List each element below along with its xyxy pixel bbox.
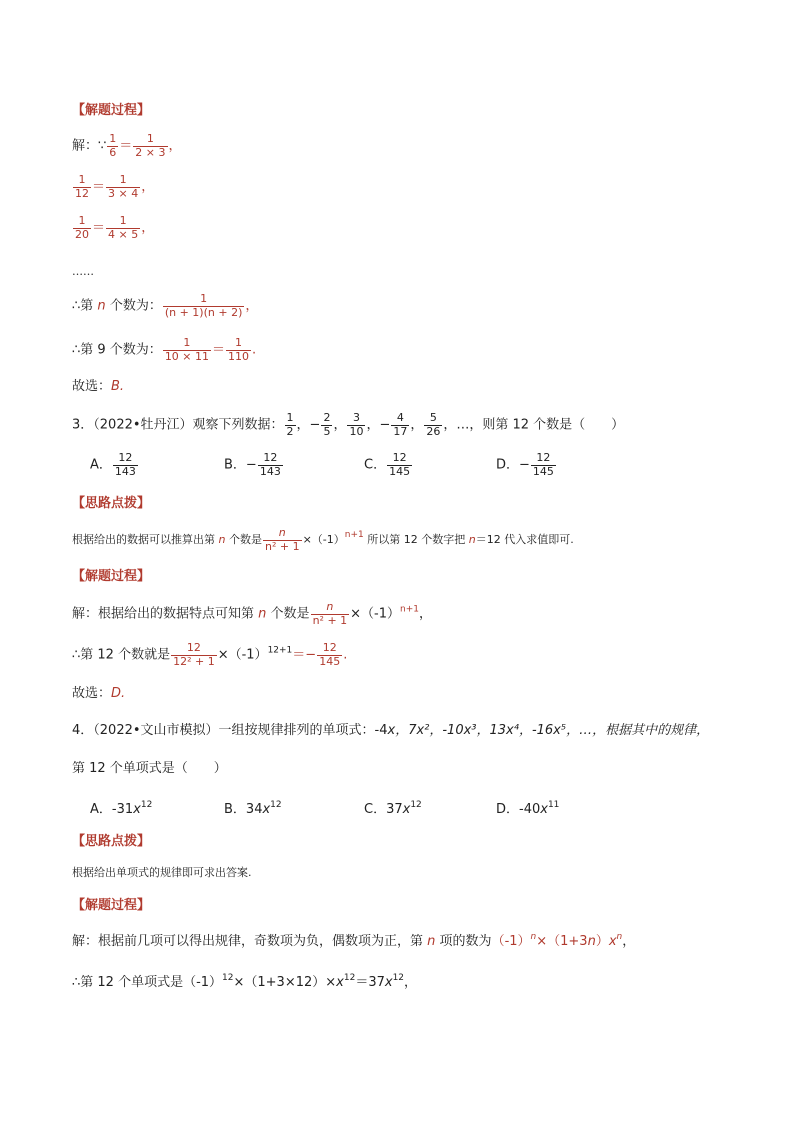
fraction: $\frac{n}{\text{n² + 1}}$ [312,600,348,627]
solution-line-1: 解：∵ $\frac{1}{6}$ ＝ $\frac{1}{2 \times 3}$ ， [72,132,182,159]
fraction: $\frac{1}{3 \times 4}$ [108,173,139,200]
solution-line-3: $\frac{1}{20}$ ＝ $\frac{1}{4 \times 5}$ ， [75,214,155,241]
hint-3-text: 根据给出的数据可以推算出第 n 个数是 $\frac{n}{\text{n² + 1}}$ $\times(-1)^{n+1}$ 所以第 12 个数字把 n＝12 代入求值即可. [72,526,574,553]
fraction: $\frac{1}{4 \times 5}$ [108,214,139,241]
question-4-stem-2: 第 12 个单项式是（ ） [72,761,227,776]
option-b[interactable]: B．− $\frac{12}{143}$ [224,451,281,478]
option-d[interactable]: D．$-40x^{11}$ [496,800,560,817]
option-a[interactable]: A．$-31x^{12}$ [90,800,153,817]
fraction: $\frac{1}{20}$ [75,214,89,241]
fraction: $\frac{12}{\text{12² + 1}}$ [173,641,215,668]
section-header-solution: 【解题过程】 [72,103,151,118]
fraction: $\frac{3}{10}$ [349,411,364,438]
solution-3-line-2: ∴第 12 个数就是 $\frac{12}{\text{12² + 1}}$ $\times(-1)^{12+1}=-$ $\frac{12}{145}$ . [72,641,348,668]
fraction: $\frac{12}{145}$ [532,451,554,478]
fraction: $\frac{1}{(n + 1)(n + 2)}$ [164,292,243,319]
fraction: $\frac{12}{145}$ [389,451,411,478]
fraction: $\frac{12}{143}$ [114,451,136,478]
solution-nth-line: ∴第 n 个数为： $\frac{1}{(n + 1)(n + 2)}$ ， [72,292,259,319]
option-a[interactable]: A． $\frac{12}{143}$ [90,451,136,478]
fraction: $\frac{1}{12}$ [75,173,89,200]
solution-ninth-line: ∴第 9 个数为： $\frac{1}{10 \times 11}$ ＝ $\frac{1}{110}$ . [72,336,257,363]
option-d[interactable]: D．− $\frac{12}{145}$ [496,451,554,478]
hint-4-text: 根据给出单项式的规律即可求出答案. [72,866,252,879]
fraction: $\frac{4}{17}$ [393,411,408,438]
answer-choice: B. [111,379,125,394]
solution-4-line-2: ∴第 12 个单项式是$(-1)^{12}\times(1+3\times 12)\times x^{12}=37x^{12}$， [72,973,418,990]
answer-choice: D. [111,686,126,701]
fraction: $\frac{12}{145}$ [319,641,341,668]
fraction: $\frac{2}{5}$ [323,411,331,438]
solution-3-line-1: 解：根据给出的数据特点可知第 n 个数是 $\frac{n}{\text{n² + 1}}$ $\times(-1)^{n+1}$， [72,600,433,627]
option-b[interactable]: B．$34x^{12}$ [224,800,282,817]
section-header-solution-4: 【解题过程】 [72,898,151,913]
answer-line-3: 故选：D. [72,686,126,701]
solution-line-2: $\frac{1}{12}$ ＝ $\frac{1}{3 \times 4}$ ， [75,173,155,200]
fraction: $\frac{n}{\text{n² + 1}}$ [264,526,300,553]
fraction: $\frac{1}{10 \times 11}$ [164,336,210,363]
fraction: $\frac{1}{110}$ [228,336,250,363]
option-c[interactable]: C． $\frac{12}{145}$ [364,451,411,478]
solution-4-line-1: 解：根据前几项可以得出规律，奇数项为负，偶数项为正，第 n 项的数为$(-1)^n\times(1+3n)x^n$， [72,932,636,949]
ellipsis: …… [72,265,94,278]
question-4-stem: 4．（2022•文山市模拟）一组按规律排列的单项式：-4x，7x²，-10x³，13x⁴，-16x⁵，…，根据其中的规律， [72,723,710,738]
fraction: $\frac{1}{6}$ [109,132,117,159]
option-c[interactable]: C．$37x^{12}$ [364,800,422,817]
section-header-hint: 【思路点拨】 [72,496,151,511]
solution-prefix: 解：∵ [72,138,107,154]
question-3-stem: 3．（2022•牡丹江）观察下列数据： $\frac{1}{2}$ ，− $\frac{2}{5}$ ， $\frac{3}{10}$ ，− $\frac{4}{17}$ ， $\frac{5}{26}$ ，…，则第 12 个数是（ ） [72,411,625,438]
fraction: $\frac{1}{2 \times 3}$ [135,132,166,159]
fraction: $\frac{1}{2}$ [286,411,294,438]
answer-line-2: 故选：B. [72,379,125,394]
fraction: $\frac{5}{26}$ [426,411,441,438]
fraction: $\frac{12}{143}$ [259,451,281,478]
section-header-solution-3: 【解题过程】 [72,569,151,584]
section-header-hint-4: 【思路点拨】 [72,834,151,849]
